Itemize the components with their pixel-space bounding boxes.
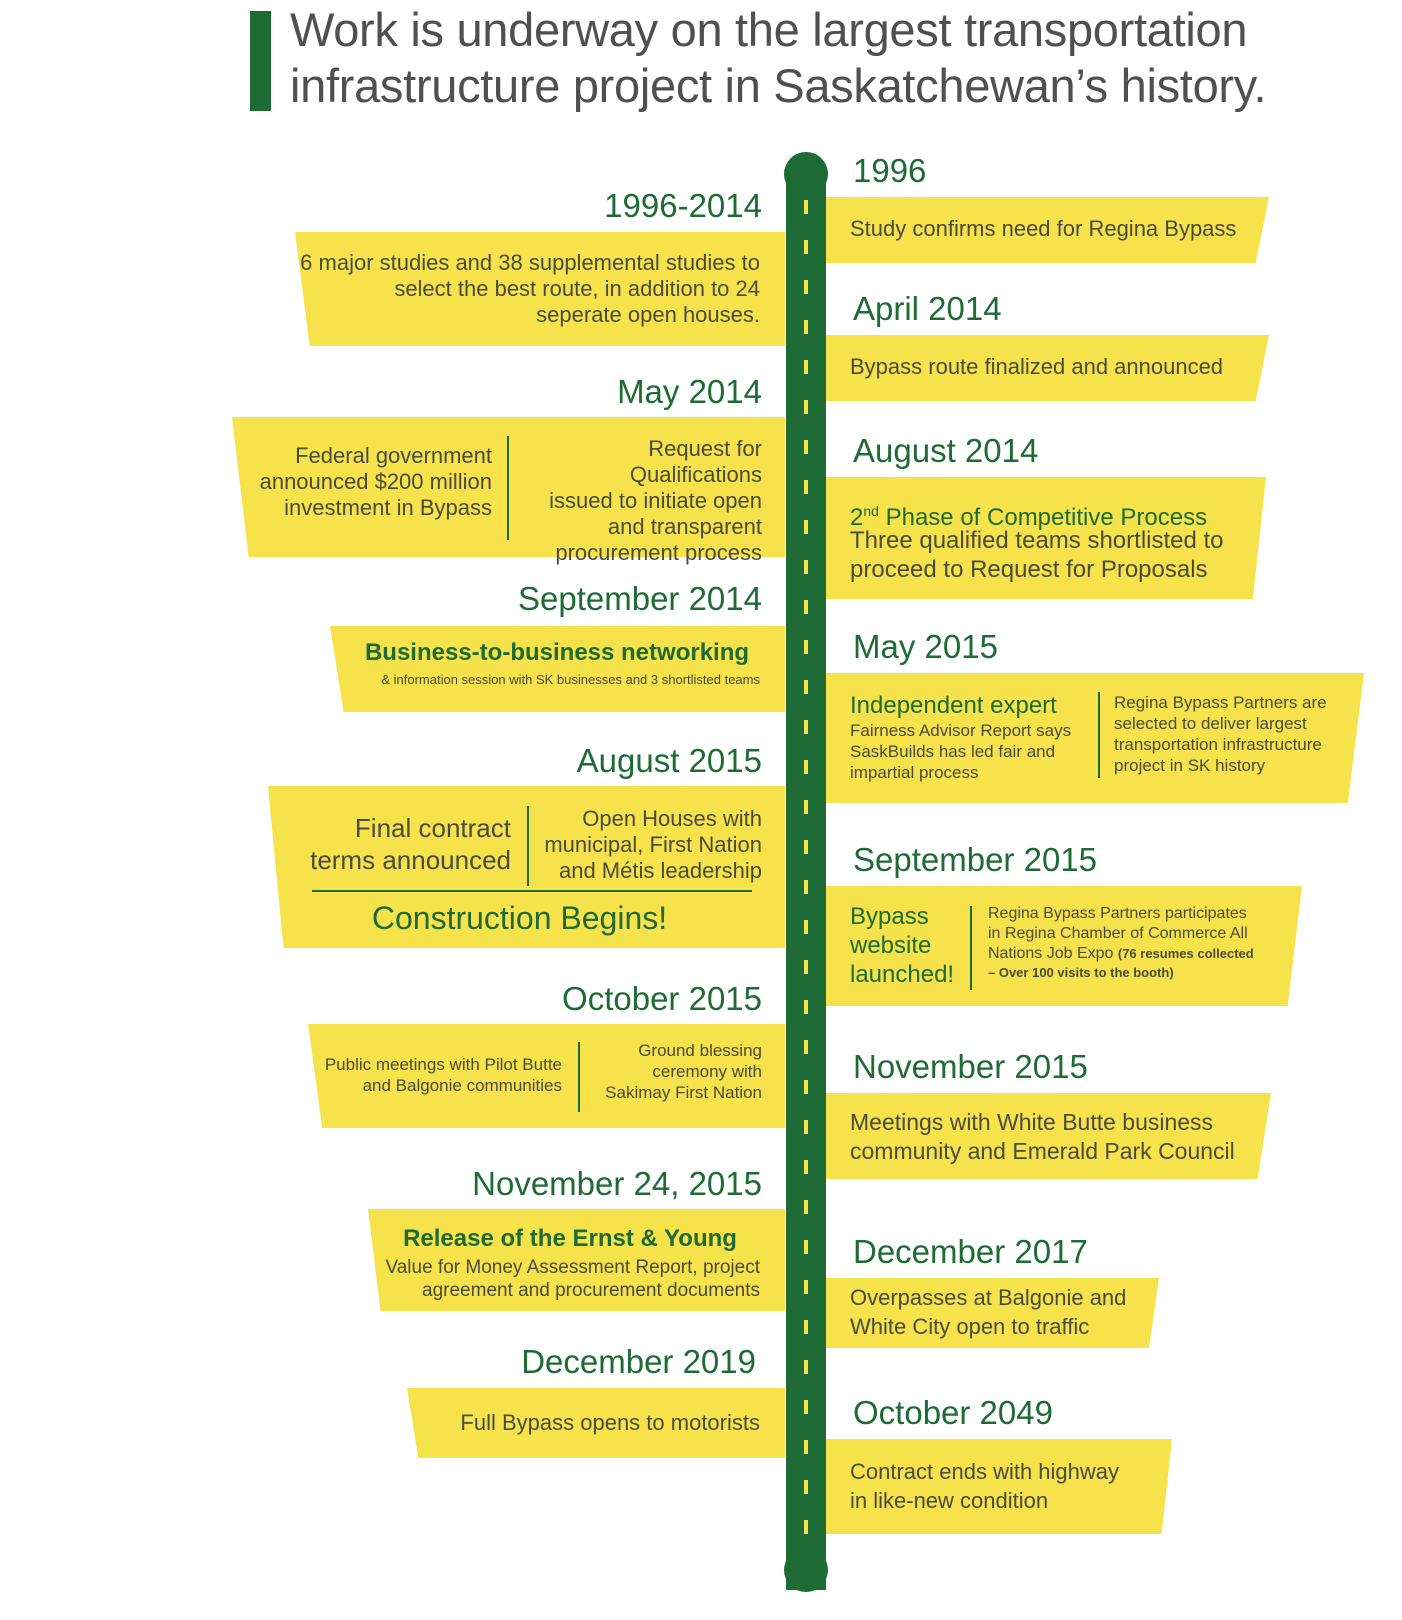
event-text-col1: Final contract terms announced: [310, 813, 511, 875]
event-text-col1: Fairness Advisor Report says SaskBuilds has led fair and impartial process: [850, 721, 1072, 782]
event-heading: Business-to-business networking: [364, 639, 750, 666]
event-heading: Independent expert: [850, 692, 1057, 719]
event-text: Meetings with White Butte business community and Emerald Park Council: [850, 1109, 1235, 1164]
road-center-line: [804, 200, 808, 1560]
event-text: Study confirms need for Regina Bypass: [850, 216, 1237, 241]
event-year: 1996: [853, 152, 927, 189]
event-text: Three qualified teams shortlisted to proceed to Request for Proposals: [850, 527, 1224, 583]
website-launched-text: Bypass website launched!: [850, 903, 955, 988]
event-text-col2: Request for Qualifications issued to initiate open and transparent procurement process: [549, 436, 762, 565]
column-divider: [507, 436, 509, 540]
event-text-col2: Ground blessing ceremony with Sakimay First Nation: [605, 1041, 762, 1102]
event-text: Contract ends with highway in like-new condition: [850, 1459, 1120, 1513]
event-year: October 2049: [853, 1394, 1053, 1431]
event-subtext: & information session with SK businesses and 3 shortlisted teams: [381, 672, 760, 687]
event-year: November 2015: [853, 1048, 1088, 1085]
event-text-col2: Open Houses with municipal, First Nation and Métis leadership: [544, 806, 762, 883]
event-text: Value for Money Assessment Report, project agreement and procurement documents: [385, 1257, 760, 1301]
event-text-col1: Federal government announced $200 million investment in Bypass: [259, 443, 492, 520]
event-heading: Release of the Ernst & Young: [403, 1225, 737, 1252]
event-year: 1996-2014: [604, 187, 762, 224]
timeline-start-dot: [784, 152, 828, 196]
event-text-col1: Public meetings with Pilot Butte and Balgonie communities: [324, 1055, 562, 1095]
event-heading: 2nd Phase of Competitive Process: [850, 503, 1208, 531]
event-year: September 2014: [517, 580, 762, 617]
event-year: November 24, 2015: [472, 1165, 762, 1202]
event-text: 6 major studies and 38 supplemental studies to select the best route, in addition to 24 seperate open houses.: [300, 250, 760, 327]
event-text-col2: Regina Bypass Partners are selected to deliver largest transportation infrastructure project in SK history: [1114, 693, 1327, 775]
event-text: Overpasses at Balgonie and White City open to traffic: [850, 1285, 1127, 1339]
event-year: August 2015: [576, 742, 762, 779]
event-year: December 2019: [521, 1343, 756, 1380]
timeline-end-dot: [784, 1548, 828, 1592]
banner-divider: [312, 890, 752, 892]
event-year: September 2015: [853, 841, 1098, 878]
event-text: Full Bypass opens to motorists: [460, 1410, 760, 1435]
title-line-2: infrastructure project in Saskatchewan’s history.: [290, 59, 1267, 112]
event-year: December 2017: [853, 1233, 1088, 1270]
column-divider: [578, 1042, 580, 1112]
event-year: May 2014: [617, 373, 762, 410]
column-divider: [970, 906, 972, 990]
event-year: August 2014: [853, 432, 1039, 469]
header-accent-bar: [250, 11, 271, 111]
event-text: Bypass route finalized and announced: [850, 354, 1224, 379]
title-line-1: Work is underway on the largest transportation: [290, 3, 1248, 56]
construction-begins-banner: Construction Begins!: [371, 900, 668, 936]
event-year: April 2014: [853, 290, 1002, 327]
page-title: [290, 2, 1266, 114]
column-divider: [1098, 692, 1100, 778]
event-year: October 2015: [562, 980, 762, 1017]
event-year: May 2015: [853, 628, 998, 665]
event-text-col2: Regina Bypass Partners participates in Regina Chamber of Commerce All Nations Job Expo (76 resumes collected – Over 100 visits to the booth): [988, 905, 1254, 980]
